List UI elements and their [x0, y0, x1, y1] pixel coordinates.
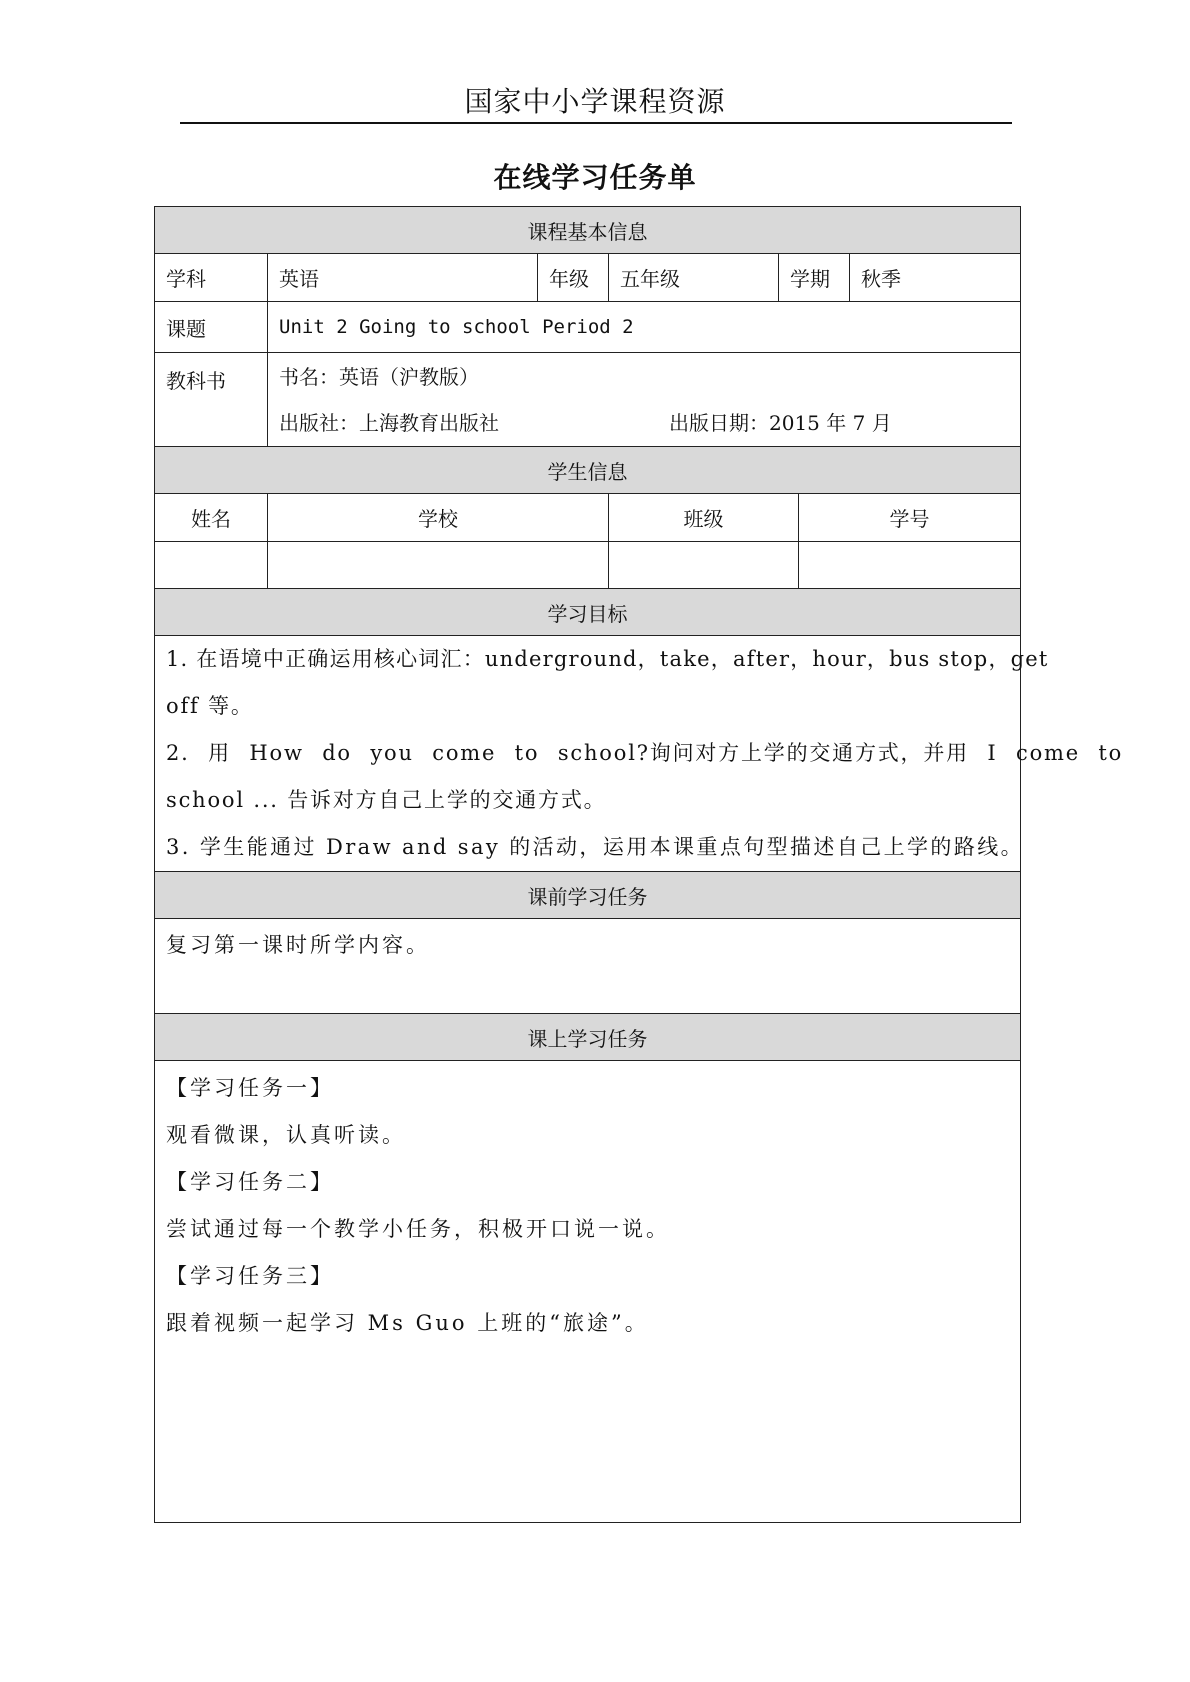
- subject-value: 英语: [268, 254, 538, 302]
- student-info-header: 学生信息: [155, 447, 1021, 494]
- grade-value: 五年级: [609, 254, 779, 302]
- book-name: 书名：英语（沪教版）: [279, 364, 479, 389]
- goal-line: off 等。: [166, 694, 254, 718]
- task-heading: 【学习任务一】: [166, 1076, 334, 1100]
- task-text: 尝试通过每一个教学小任务，积极开口说一说。: [166, 1217, 670, 1241]
- textbook-info: [268, 353, 1021, 447]
- goals-header: 学习目标: [155, 589, 1021, 636]
- subject-label: 学科: [155, 254, 268, 302]
- task-heading: 【学习任务三】: [166, 1264, 334, 1288]
- goal-line: school ... 告诉对方自己上学的交通方式。: [166, 788, 607, 812]
- term-value: 秋季: [850, 254, 1021, 302]
- textbook-label: 教科书: [155, 353, 268, 447]
- school-label: 学校: [268, 494, 609, 542]
- header-divider: [180, 122, 1012, 124]
- publisher: 出版社：上海教育出版社: [279, 410, 499, 435]
- goal-line: 1. 在语境中正确运用核心词汇：underground，take，after，hour，bus stop，get: [166, 647, 1049, 671]
- school-field[interactable]: [268, 542, 609, 589]
- pre-class-header: 课前学习任务: [155, 872, 1021, 919]
- task-text: 跟着视频一起学习 Ms Guo 上班的“旅途”。: [166, 1311, 649, 1335]
- in-class-header: 课上学习任务: [155, 1014, 1021, 1061]
- class-field[interactable]: [609, 542, 799, 589]
- topic-label: 课题: [155, 302, 268, 353]
- publish-date: 出版日期：2015 年 7 月: [669, 410, 892, 435]
- in-class-tasks: [155, 1061, 1021, 1523]
- topic-value: Unit 2 Going to school Period 2: [268, 302, 1021, 353]
- class-label: 班级: [609, 494, 799, 542]
- name-field[interactable]: [155, 542, 268, 589]
- task-heading: 【学习任务二】: [166, 1170, 334, 1194]
- grade-label: 年级: [538, 254, 609, 302]
- course-info-header: 课程基本信息: [155, 207, 1021, 254]
- task-sheet-table: [154, 206, 1124, 1523]
- name-label: 姓名: [155, 494, 268, 542]
- student-id-field[interactable]: [799, 542, 1021, 589]
- goal-line: 3. 学生能通过 Draw and say 的活动，运用本课重点句型描述自己上学的路线。: [166, 835, 1025, 859]
- term-label: 学期: [779, 254, 850, 302]
- pre-class-task: 复习第一课时所学内容。: [155, 919, 1021, 1014]
- task-text: 观看微课，认真听读。: [166, 1123, 406, 1147]
- goal-line: 2. 用 How do you come to school?询问对方上学的交通方式，并用 I come to: [166, 741, 1124, 765]
- document-title: 在线学习任务单: [493, 161, 697, 194]
- goals-content: [155, 636, 1124, 872]
- header-title: 国家中小学课程资源: [464, 85, 726, 118]
- student-id-label: 学号: [799, 494, 1021, 542]
- publisher-line: [279, 400, 1009, 446]
